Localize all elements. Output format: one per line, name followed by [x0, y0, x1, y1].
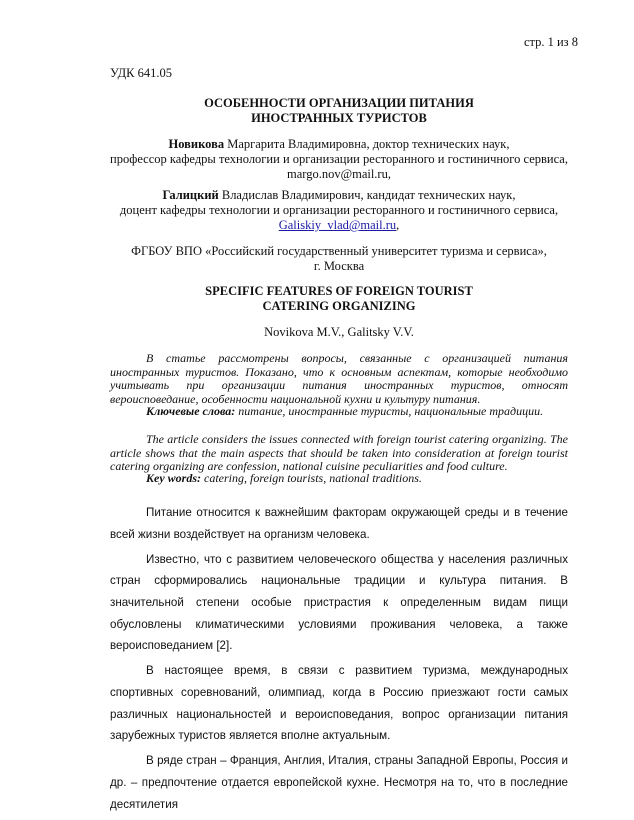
keywords-en-text: catering, foreign tourists, national traditions. — [201, 471, 422, 485]
keywords-en — [110, 472, 568, 486]
author2-block — [110, 188, 568, 233]
author2-name-line — [110, 188, 568, 203]
page-number: стр. 1 из 8 — [523, 35, 578, 49]
author1-surname: Новикова — [168, 137, 225, 151]
author2-details: Владислав Владимирович, кандидат технических наук, — [218, 188, 516, 202]
author1-email: margo.nov@mail.ru, — [287, 167, 391, 181]
body-paragraph: Известно, что с развитием человеческого общества у населения различных стран сформировались национальные традиции и культура питания. В значительной степени особые пристрастия к определенным видам пищи обусловлены климатическими условиями проживания человека, а также вероисповеданием [2]. — [110, 552, 568, 653]
title-en-line2: CATERING ORGANIZING — [262, 299, 416, 313]
author1-name-line — [110, 137, 568, 152]
affiliation — [110, 244, 568, 274]
body-paragraph: В настоящее время, в связи с развитием туризма, международных спортивных соревнований, олимпиад, когда в Россию приезжают гости самых различных национальностей и вероисповедания, вопрос организации питания зарубежных туристов является вполне актуальным. — [110, 664, 568, 743]
body-paragraph: В ряде стран – Франция, Англия, Италия, страны Западной Европы, Россия и др. – предпочтение отдается европейской кухне. Несмотря на то, что в последние десятилетия — [110, 754, 568, 811]
author2-email-suffix: , — [396, 218, 400, 232]
author2-email-link[interactable]: Galiskiy_vlad@mail.ru — [278, 218, 397, 232]
title-ru-line1: ОСОБЕННОСТИ ОРГАНИЗАЦИИ ПИТАНИЯ — [204, 96, 474, 110]
title-en-line1: SPECIFIC FEATURES OF FOREIGN TOURIST — [205, 284, 473, 298]
abstract-en: The article considers the issues connected with foreign tourist catering organizing. The article shows that the main aspects that should be taken into consideration at foreign tourist catering organizing are confession, national cuisine peculiarities and food culture. — [110, 432, 568, 474]
authors-en: Novikova M.V., Galitsky V.V. — [264, 325, 414, 339]
keywords-ru — [110, 405, 568, 419]
keywords-en-label: Key words: — [146, 471, 201, 485]
author2-position: доцент кафедры технологии и организации ресторанного и гостиничного сервиса, — [119, 203, 559, 217]
author1-position: профессор кафедры технологии и организации ресторанного и гостиничного сервиса, — [110, 152, 568, 166]
body-paragraph: Питание относится к важнейшим факторам окружающей среды и в течение всей жизни воздействует на организм человека. — [110, 506, 568, 541]
author1-details: Маргарита Владимировна, доктор технических наук, — [224, 137, 510, 151]
affiliation-line2: г. Москва — [313, 259, 365, 273]
title-en — [110, 284, 568, 314]
affiliation-line1: ФГБОУ ВПО «Российский государственный университет туризма и сервиса», — [131, 244, 547, 258]
author2-email-line — [110, 218, 568, 233]
title-ru — [110, 96, 568, 126]
title-ru-line2: ИНОСТРАННЫХ ТУРИСТОВ — [251, 111, 427, 125]
abstract-ru: В статье рассмотрены вопросы, связанные с организацией питания иностранных туристов. Показано, что к основным аспектам, которые необходимо учитывать при организации питания иностранных туристов, относят вероисповедание, особенности национальной кухни и культуру питания. — [110, 351, 568, 406]
author1-block — [110, 137, 568, 182]
keywords-ru-label: Ключевые слова: — [146, 404, 236, 418]
body-text — [110, 502, 568, 819]
author2-surname: Галицкий — [162, 188, 219, 202]
udk-code: УДК 641.05 — [110, 66, 172, 80]
keywords-ru-text: питание, иностранные туристы, национальные традиции. — [235, 404, 544, 418]
